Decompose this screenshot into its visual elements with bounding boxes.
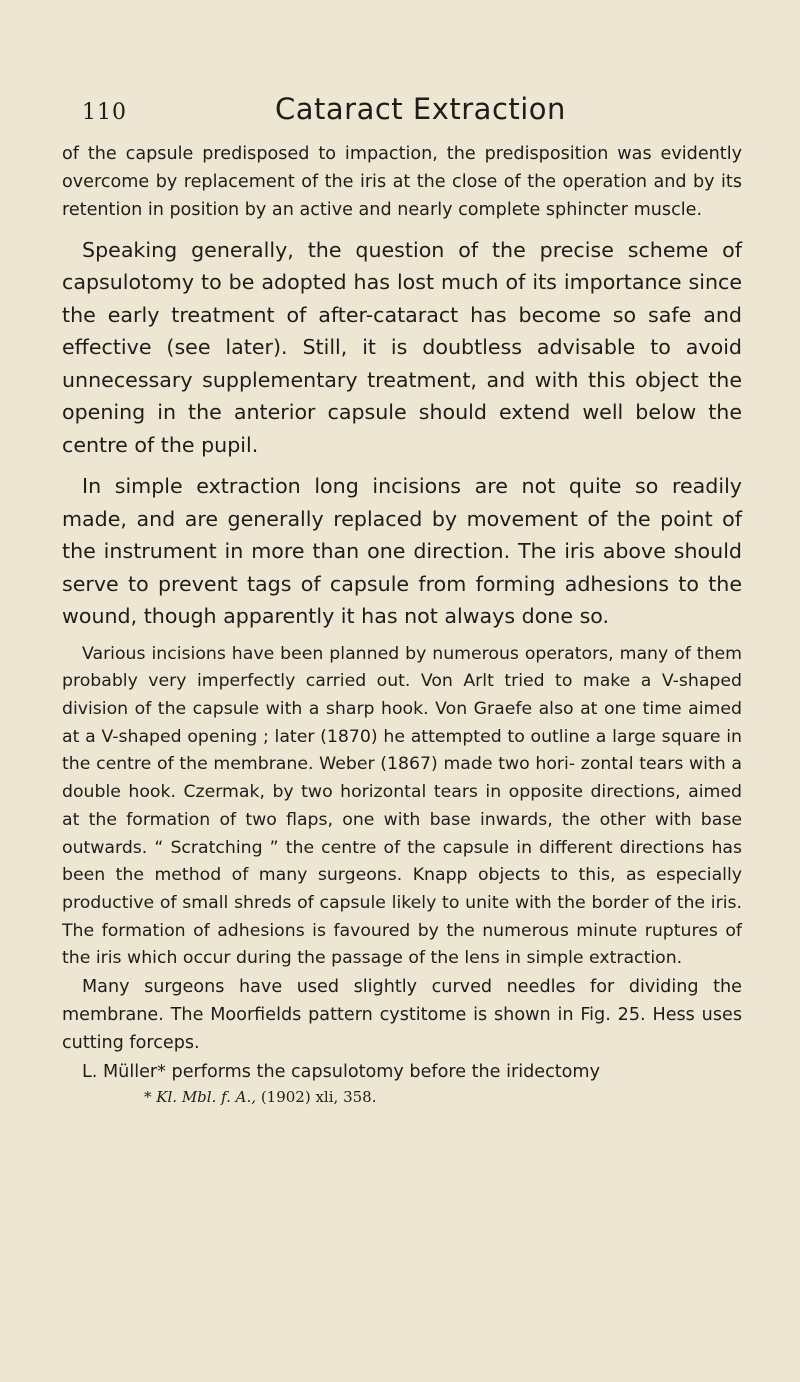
paragraph-curved-needles: Many surgeons have used slightly curved needles for dividing the membrane. The Moorfields pattern cystitome is shown in Fig. 25. Hess uses cutting forceps. — [62, 977, 742, 1054]
paragraph-continuation: of the capsule predisposed to impaction, the predisposition was evidently overcome by replacement of the iris at the close of the operation and by its retention in position by an active and nearly complete sphincter muscle. — [62, 144, 742, 221]
paragraph-muller: L. Müller* performs the capsulotomy before the iridectomy — [82, 1061, 600, 1082]
paragraph-speaking-generally: Speaking generally, the question of the precise scheme of capsulotomy to be adopted has lost much of its importance since the early treatment of after-cataract has become so safe and effective (see later). Still, it is doubtless advisable to avoid unnecessary supplementary treatment, and with this object the opening in the anterior capsule should extend well below the centre of the pupil. — [62, 237, 742, 457]
footnote-reference: Kl. Mbl. f. A., — [156, 1087, 257, 1106]
page-number: 110 — [82, 100, 127, 125]
running-head — [82, 92, 742, 126]
footnote-marker: * — [144, 1087, 152, 1106]
footnote-details: (1902) xli, 358. — [260, 1087, 377, 1106]
running-title: Cataract Extraction — [275, 92, 566, 126]
footnote — [144, 1086, 742, 1108]
paragraph-various-incisions: Various incisions have been planned by numerous operators, many of them probably very imperfectly carried out. Von Arlt tried to make a V-shaped division of the capsule with a sharp hook. Von Graefe also at one time aimed at a V-shaped opening ; later (1870) he attempted to outline a large square in the centre of the membrane. Weber (1867) made two hori- zontal tears with a double hook. Czermak, by two horizontal tears in opposite directions, aimed at the formation of two flaps, one with base inwards, the other with base outwards. “ Scratching ” the centre of the capsule in different directions has been the method of many surgeons. Knapp objects to this, as especially productive of small shreds of capsule likely to unite with the border of the iris. The formation of adhesions is favoured by the numerous minute ruptures of the iris which occur during the passage of the lens in simple extraction. — [62, 643, 742, 969]
paragraph-simple-extraction: In simple extraction long incisions are not quite so readily made, and are generally replaced by movement of the point of the instrument in more than one direction. The iris above should serve to prevent tags of capsule from forming adhesions to the wound, though apparently it has not always done so. — [62, 474, 742, 629]
